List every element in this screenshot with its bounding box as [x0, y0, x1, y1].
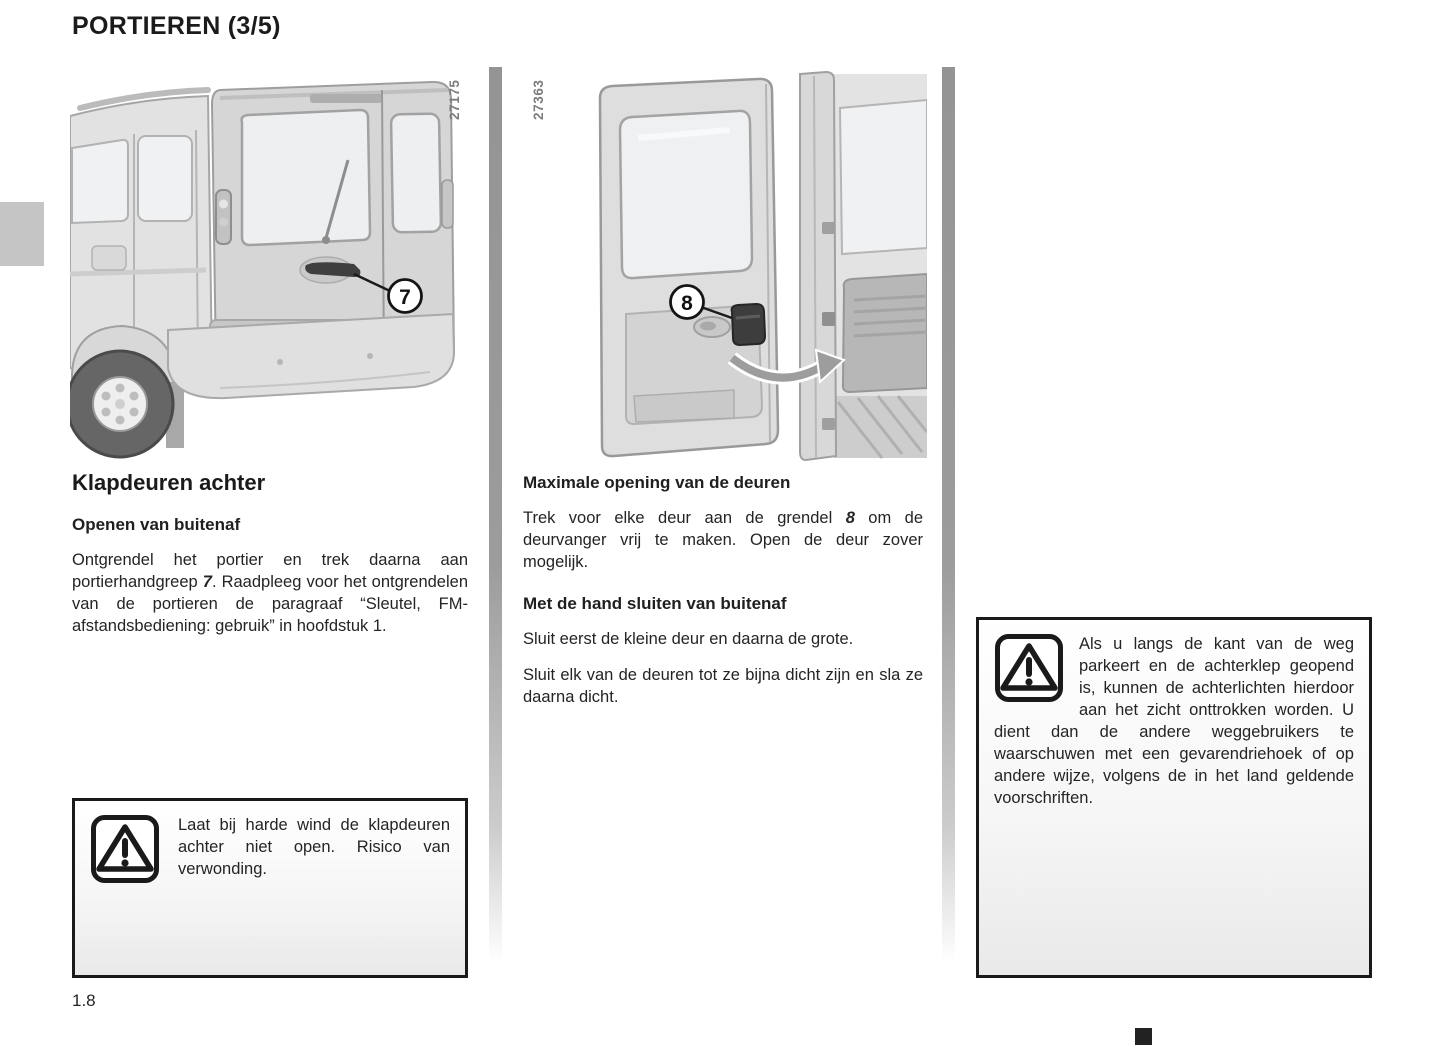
chapter-tab-marker [0, 202, 44, 266]
subsection-heading: Maximale opening van de deuren [523, 473, 791, 492]
warning-text: Laat bij harde wind de klapdeuren achter niet open. Risico van verwonding. [178, 816, 450, 878]
callout-reference: 8 [845, 509, 855, 527]
warning-triangle-icon [994, 633, 1064, 703]
body-paragraph: Trek voor elke deur aan de grendel 8 om de deurvanger vrij te maken. Open de deur zover mogelijk. [523, 509, 923, 571]
figure-code: 27363 [531, 79, 546, 120]
warning-box-parking [976, 617, 1372, 978]
callout-reference: 7 [202, 573, 212, 591]
warning-box-wind [72, 798, 468, 978]
svg-text:8: 8 [681, 292, 693, 315]
page-number: 1.8 [72, 991, 96, 1010]
body-paragraph: Ontgrendel het portier en trek daarna aan portierhandgreep 7. Raadpleeg voor het ontgrendelen van de portieren de paragraaf “Sleutel, FM-afstandsbediening: gebruik” in hoofdstuk 1. [72, 551, 468, 635]
subsection-heading: Met de hand sluiten van buitenaf [523, 594, 787, 613]
page-title: PORTIEREN (3/5) [72, 12, 281, 40]
section-klapdeuren-achter [72, 472, 468, 657]
figure-rear-doors-closed [70, 66, 460, 470]
van-rear-illustration [70, 66, 460, 470]
warning-text: Als u langs de kant van de weg parkeert en de achterklep geopend is, kunnen de achterlichten hierdoor aan het zicht onttrokken worden. U dient dan de andere weggebruikers te waarschuwen met een gevarendriehoek of op andere wijze, volgens de in het land geldende voorschriften. [994, 635, 1354, 807]
column-divider [489, 67, 502, 972]
subsection-heading: Openen van buitenaf [72, 515, 241, 534]
section-end-marker [1135, 1028, 1152, 1045]
figure-rear-door-open [582, 66, 927, 466]
warning-triangle-icon [90, 814, 160, 884]
section-heading: Klapdeuren achter [72, 470, 266, 495]
body-paragraph: Sluit elk van de deuren tot ze bijna dicht zijn en sla ze daarna dicht. [523, 666, 923, 706]
column-divider [942, 67, 955, 972]
body-paragraph: Sluit eerst de kleine deur en daarna de grote. [523, 630, 854, 648]
svg-text:7: 7 [399, 286, 411, 309]
figure-code: 27175 [447, 79, 462, 120]
open-door-illustration [582, 66, 927, 466]
section-maximale-opening [523, 472, 923, 728]
